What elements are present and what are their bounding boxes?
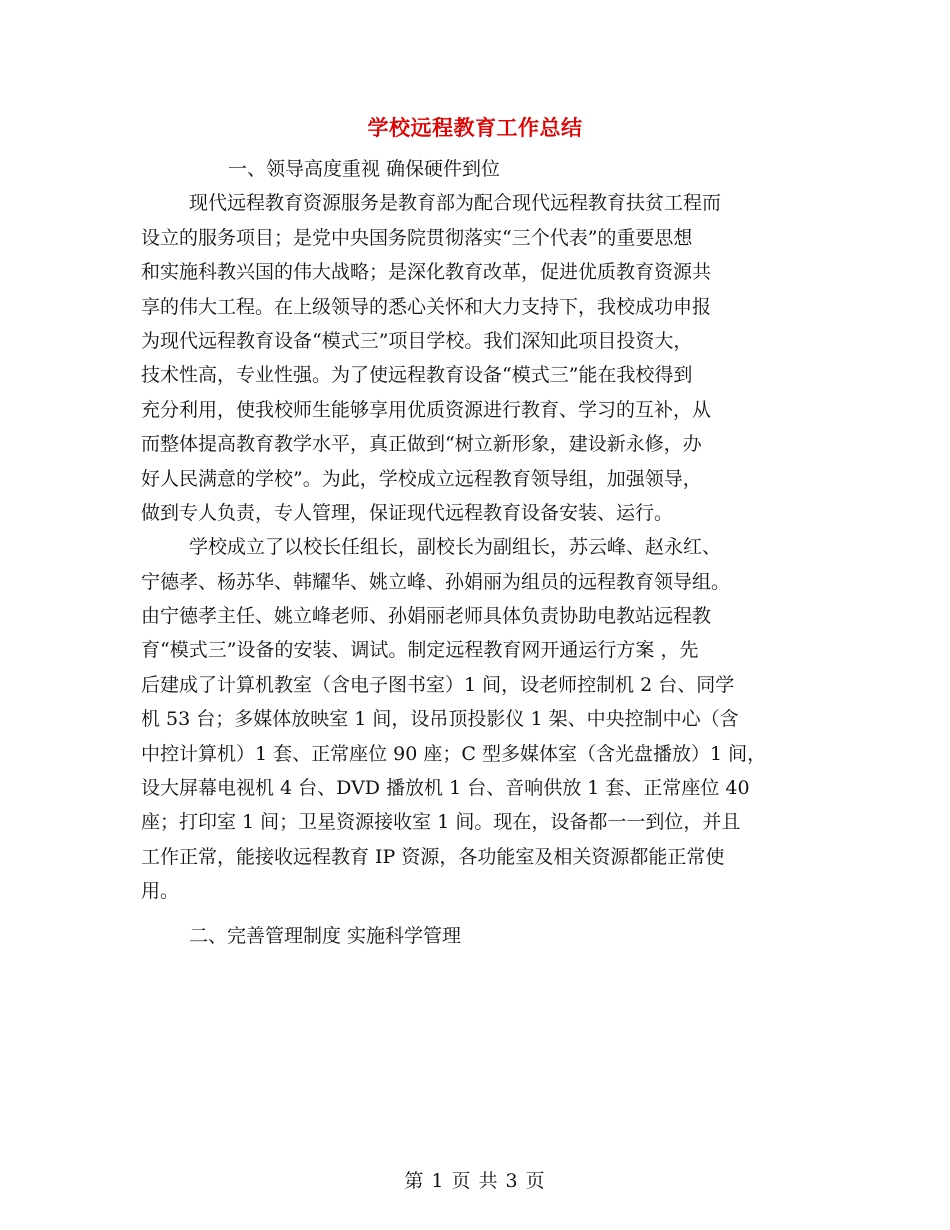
page-footer: 第 1 页 共 3 页 [404, 1170, 546, 1192]
paragraph-line: 做到专人负责，专人管理，保证现代远程教育设备安装、运行。 [141, 501, 674, 524]
paragraph-line: 好人民满意的学校”。为此，学校成立远程教育领导组，加强领导， [141, 467, 702, 490]
paragraph-line: 工作正常，能接收远程教育 IP 资源，各功能室及相关资源都能正常使 [141, 845, 725, 868]
paragraph-line: 设立的服务项目；是党中央国务院贯彻落实“三个代表”的重要思想 [141, 226, 693, 249]
paragraph-line: 由宁德孝主任、姚立峰老师、孙娟丽老师具体负责协助电教站远程教 [141, 605, 712, 628]
paragraph-line: 用。 [141, 880, 180, 903]
paragraph-line: 育“模式三”设备的安装、调试。制定远程教育网开通运行方案 ，先 [141, 639, 699, 662]
paragraph-line: 宁德孝、杨苏华、韩耀华、姚立峰、孙娟丽为组员的远程教育领导组。 [141, 570, 731, 593]
section-heading-1: 一、领导高度重视 确保硬件到位 [228, 158, 501, 180]
paragraph-line: 后建成了计算机教室（含电子图书室）1 间，设老师控制机 2 台、同学 [141, 673, 735, 696]
document-body [141, 152, 813, 953]
paragraph-line: 充分利用，使我校师生能够享用优质资源进行教育、学习的互补，从 [141, 398, 712, 421]
paragraph-line: 学校成立了以校长任组长，副校长为副组长，苏云峰、赵永红、 [189, 536, 722, 559]
spacer [141, 909, 813, 919]
paragraph-line: 现代远程教育资源服务是教育部为配合现代远程教育扶贫工程而 [189, 192, 722, 215]
paragraph-line: 设大屏幕电视机 4 台、DVD 播放机 1 台、音响供放 1 套、正常座位 40 [141, 777, 750, 800]
section-heading-2: 二、完善管理制度 实施科学管理 [189, 924, 462, 947]
paragraph-line: 享的伟大工程。在上级领导的悉心关怀和大力支持下，我校成功申报 [141, 295, 712, 318]
paragraph-line: 技术性高，专业性强。为了使远程教育设备“模式三”能在我校得到 [141, 364, 693, 387]
paragraph-line: 和实施科教兴国的伟大战略；是深化教育改革，促进优质教育资源共 [141, 261, 712, 284]
paragraph-line: 为现代远程教育设备“模式三”项目学校。我们深知此项目投资大， [141, 329, 693, 352]
paragraph-line: 中控计算机）1 套、正常座位 90 座；C 型多媒体室（含光盘播放）1 间， [141, 742, 767, 765]
paragraph-line: 座；打印室 1 间；卫星资源接收室 1 间。现在，设备都一一到位，并且 [141, 811, 741, 834]
paragraph-2 [141, 530, 813, 908]
paragraph-line: 机 53 台；多媒体放映室 1 间，设吊顶投影仪 1 架、中央控制中心（含 [141, 708, 739, 731]
paragraph-line: 而整体提高教育教学水平，真正做到“树立新形象，建设新永修，办 [141, 433, 702, 456]
document-title: 学校远程教育工作总结 [367, 116, 583, 140]
paragraph-1 [141, 186, 813, 530]
